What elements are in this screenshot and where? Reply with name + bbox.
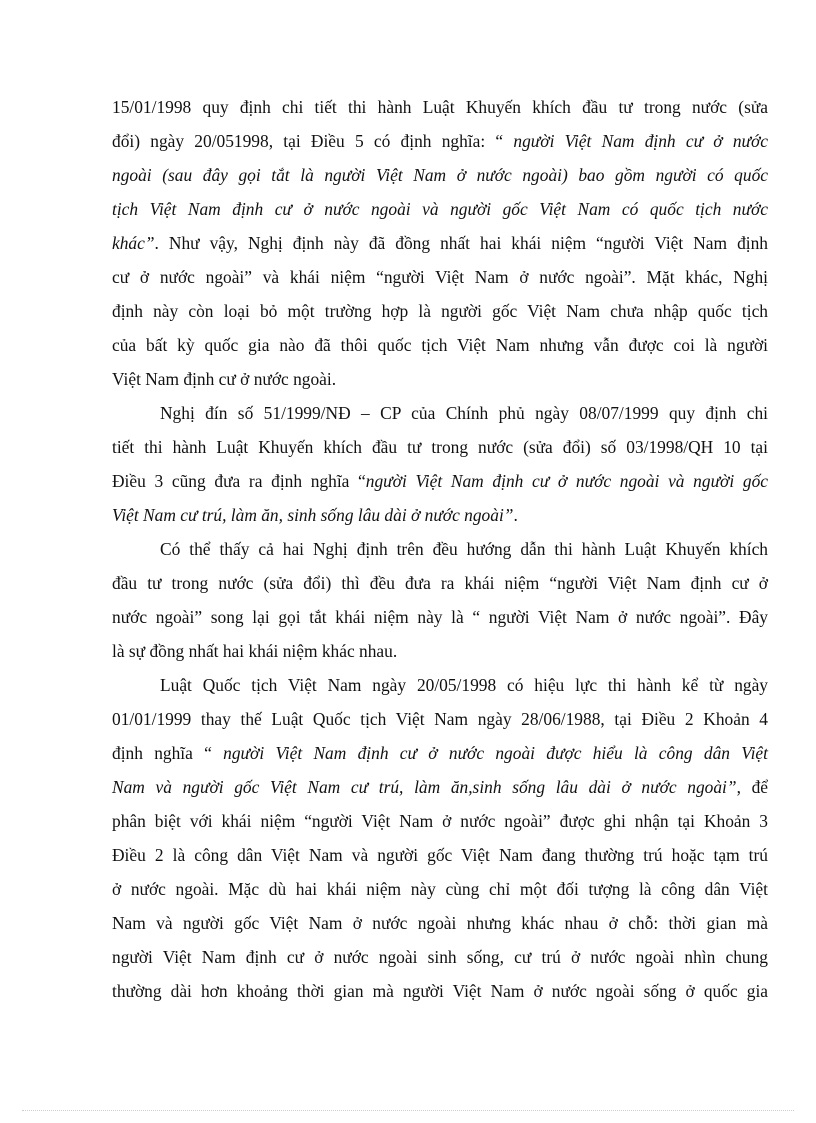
text-line: định này còn loại bỏ một trường hợp là người gốc Việt Nam chưa nhập quốc tịch (112, 301, 768, 321)
text-line: Việt Nam cư trú, làm ăn, sinh sống lâu dài ở nước ngoài”. (112, 505, 518, 525)
text-line: của bất kỳ quốc gia nào đã thôi quốc tịch Việt Nam nhưng vẫn được coi là người (112, 335, 768, 355)
text-line: phân biệt với khái niệm “người Việt Nam ở nước ngoài” được ghi nhận tại Khoản 3 (112, 811, 768, 831)
text-line: 15/01/1998 quy định chi tiết thi hành Luật Khuyến khích đầu tư trong nước (sửa (112, 97, 768, 117)
text-line: khác”. Như vậy, Nghị định này đã đồng nhất hai khái niệm “người Việt Nam định (112, 233, 768, 253)
text-line: Nam và người gốc Việt Nam ở nước ngoài nhưng khác nhau ở chỗ: thời gian mà (112, 913, 768, 933)
page-bottom-divider (22, 1110, 794, 1111)
text-line: Nam và người gốc Việt Nam cư trú, làm ăn,sinh sống lâu dài ở nước ngoài”, để (112, 777, 768, 797)
text-line: Nghị đín số 51/1999/NĐ – CP của Chính phủ ngày 08/07/1999 quy định chi (160, 403, 768, 423)
text-line: nước ngoài” song lại gọi tắt khái niệm này là “ người Việt Nam ở nước ngoài”. Đây (112, 607, 768, 627)
text-line: ngoài (sau đây gọi tắt là người Việt Nam ở nước ngoài) bao gồm người có quốc (112, 165, 768, 185)
text-line: là sự đồng nhất hai khái niệm khác nhau. (112, 641, 398, 661)
text-line: ở nước ngoài. Mặc dù hai khái niệm này cùng chỉ một đối tượng là công dân Việt (112, 879, 768, 899)
text-line: Luật Quốc tịch Việt Nam ngày 20/05/1998 có hiệu lực thi hành kể từ ngày (160, 675, 768, 695)
text-line: Điều 3 cũng đưa ra định nghĩa “người Việt Nam định cư ở nước ngoài và người gốc (112, 471, 768, 491)
text-line: cư ở nước ngoài” và khái niệm “người Việt Nam ở nước ngoài”. Mặt khác, Nghị (112, 267, 768, 287)
text-line: tịch Việt Nam định cư ở nước ngoài và người gốc Việt Nam có quốc tịch nước (112, 199, 768, 219)
text-line: 01/01/1999 thay thế Luật Quốc tịch Việt Nam ngày 28/06/1988, tại Điều 2 Khoản 4 (112, 709, 768, 729)
text-line: đổi) ngày 20/051998, tại Điều 5 có định nghĩa: “ người Việt Nam định cư ở nước (112, 131, 769, 151)
text-line: thường dài hơn khoảng thời gian mà người Việt Nam ở nước ngoài sống ở quốc gia (112, 981, 768, 1001)
text-line: người Việt Nam định cư ở nước ngoài sinh sống, cư trú ở nước ngoài nhìn chung (112, 947, 768, 967)
text-line: tiết thi hành Luật Khuyến khích đầu tư trong nước (sửa đổi) số 03/1998/QH 10 tại (112, 437, 768, 457)
text-line: định nghĩa “ người Việt Nam định cư ở nước ngoài được hiểu là công dân Việt (112, 743, 768, 763)
text-line: đầu tư trong nước (sửa đổi) thì đều đưa ra khái niệm “người Việt Nam định cư ở (112, 573, 768, 593)
text-line: Có thể thấy cả hai Nghị định trên đều hướng dẫn thi hành Luật Khuyến khích (160, 539, 768, 559)
text-line: Việt Nam định cư ở nước ngoài. (112, 369, 337, 389)
text-line: Điều 2 là công dân Việt Nam và người gốc Việt Nam đang thường trú hoặc tạm trú (112, 845, 768, 865)
